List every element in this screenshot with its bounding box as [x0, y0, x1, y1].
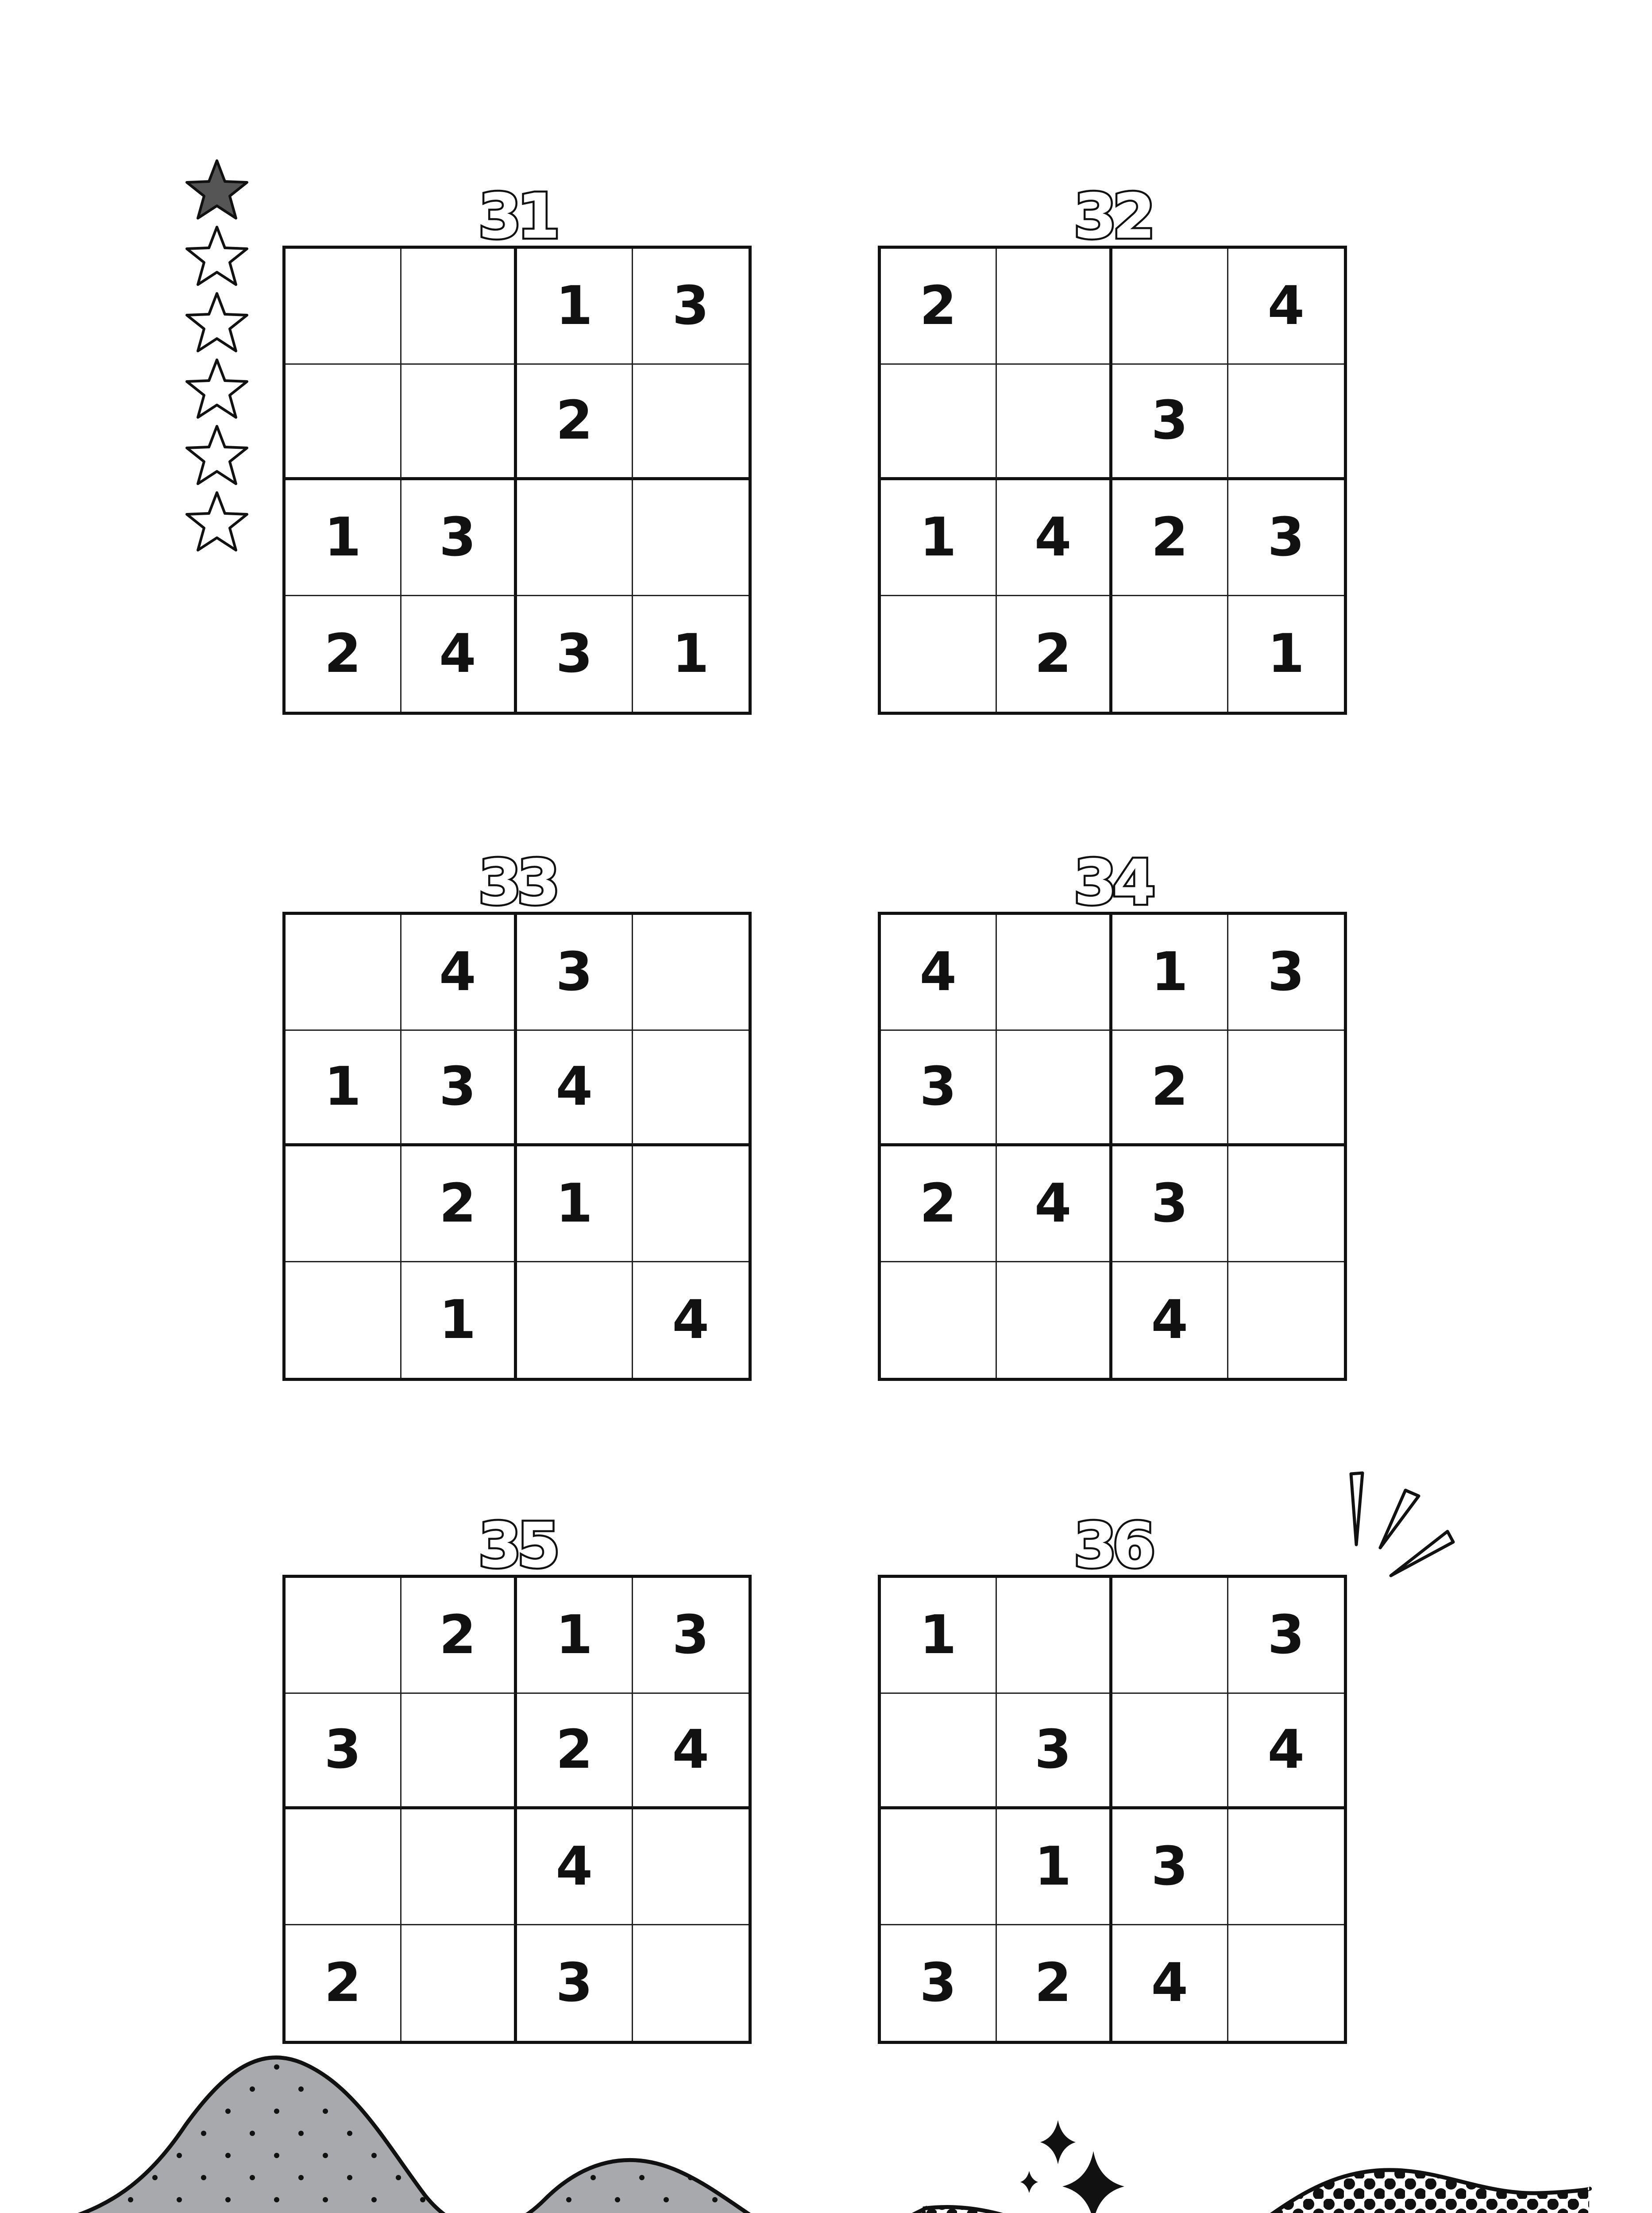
grid-cell[interactable]: 3: [1112, 1809, 1228, 1925]
grid-cell[interactable]: 4: [633, 1694, 749, 1810]
grid-cell[interactable]: 1: [997, 1809, 1113, 1925]
grid-cell[interactable]: 2: [286, 596, 401, 712]
grid-cell[interactable]: 3: [1228, 915, 1344, 1031]
puzzle-number: 36: [1073, 1510, 1151, 1582]
grid-cell[interactable]: 1: [286, 480, 401, 596]
grid-cell[interactable]: 2: [401, 1146, 517, 1262]
grid-cell[interactable]: 4: [672, 1289, 709, 1351]
grid-cell[interactable]: 3: [1228, 1578, 1344, 1694]
puzzle-number: 34: [1073, 847, 1151, 919]
grid-cell[interactable]: 3: [1228, 480, 1344, 596]
grid-cell[interactable]: 3: [1112, 365, 1228, 481]
grid-cell[interactable]: 2: [1112, 480, 1228, 596]
grid-cell[interactable]: 1: [1112, 915, 1228, 1031]
grid-cell[interactable]: 1: [1267, 623, 1305, 685]
puzzle-number: 31: [478, 181, 556, 253]
grid-cell[interactable]: 3: [881, 1031, 997, 1147]
grid-cell[interactable]: 4: [997, 1146, 1113, 1262]
grid-cell[interactable]: 3: [517, 596, 633, 712]
grid-cell[interactable]: 2: [517, 365, 633, 481]
grid-cell[interactable]: 3: [401, 1031, 517, 1147]
grid-cell[interactable]: 4: [881, 915, 997, 1031]
grid-cell[interactable]: 3: [1112, 1146, 1228, 1262]
puzzle-number: 32: [1073, 181, 1151, 253]
grid-cell[interactable]: 3: [633, 1578, 749, 1694]
grid-cell[interactable]: 4: [997, 480, 1113, 596]
grid-cell[interactable]: 3: [286, 1694, 401, 1810]
grid-cell[interactable]: 4: [401, 596, 517, 712]
grid-cell[interactable]: 4: [401, 915, 517, 1031]
grid-cell[interactable]: 1: [517, 249, 633, 365]
grid-cell[interactable]: 3: [997, 1694, 1113, 1810]
grid-cell[interactable]: 4: [1112, 1925, 1228, 2041]
grid-cell[interactable]: 3: [633, 249, 749, 365]
grid-cell[interactable]: 2: [881, 249, 997, 365]
grid-cell[interactable]: 2: [401, 1578, 517, 1694]
grid-cell[interactable]: 3: [517, 915, 633, 1031]
grid-cell[interactable]: 1: [401, 1262, 517, 1378]
grid-cell[interactable]: 1: [672, 623, 709, 685]
grid-cell[interactable]: 2: [517, 1694, 633, 1810]
grid-cell[interactable]: 3: [881, 1925, 997, 2041]
grid-cell[interactable]: 2: [1112, 1031, 1228, 1147]
grid-cell[interactable]: 3: [517, 1925, 633, 2041]
grid-cell[interactable]: 1: [517, 1146, 633, 1262]
puzzle-number: 33: [478, 847, 556, 919]
grid-cell[interactable]: 2: [286, 1925, 401, 2041]
grid-cell[interactable]: 4: [517, 1031, 633, 1147]
grid-cell[interactable]: 3: [401, 480, 517, 596]
grid-cell[interactable]: 2: [997, 1925, 1113, 2041]
grid-cell[interactable]: 2: [997, 596, 1113, 712]
grid-cell[interactable]: 4: [1228, 249, 1344, 365]
grid-cell[interactable]: 1: [881, 480, 997, 596]
grid-cell[interactable]: 1: [286, 1031, 401, 1147]
grid-cell[interactable]: 1: [881, 1578, 997, 1694]
puzzle-number: 35: [478, 1510, 556, 1582]
grid-cell[interactable]: 4: [1112, 1262, 1228, 1378]
grid-cell[interactable]: 1: [517, 1578, 633, 1694]
grid-cell[interactable]: 4: [1228, 1694, 1344, 1810]
grid-cell[interactable]: 2: [881, 1146, 997, 1262]
grid-cell[interactable]: 4: [517, 1809, 633, 1925]
